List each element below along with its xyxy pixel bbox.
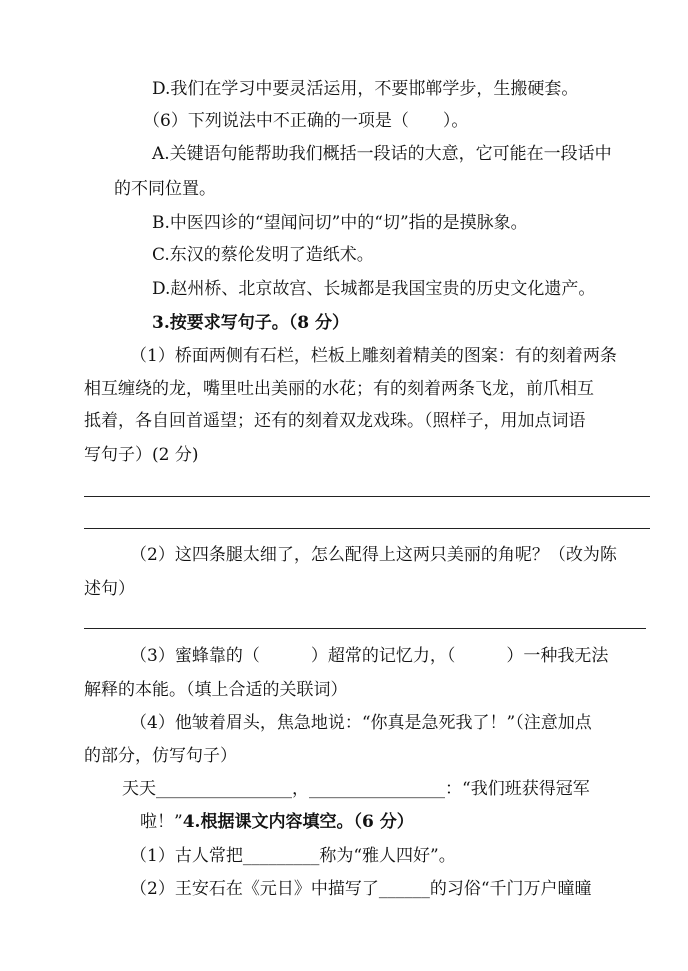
q3-1-line3: 抵着，各自回首遥望；还有的刻着双龙戏珠。（照样子，用加点词语 [84, 411, 586, 431]
q3-2-line2: 述句） [84, 579, 135, 599]
option-a-line: A.关键语句能帮助我们概括一段话的大意，它可能在一段话中 [152, 144, 612, 164]
option-a-continued: 的不同位置。 [114, 179, 216, 199]
option-c-line: C.东汉的蔡伦发明了造纸术。 [152, 245, 374, 265]
question-6: （6）下列说法中不正确的一项是（ ）。 [143, 111, 469, 131]
q4-1-line: （1）古人常把_________称为“雅人四好”。 [130, 846, 456, 866]
answer-line-1[interactable] [84, 496, 650, 497]
q3-4-fill-end [140, 811, 414, 833]
q3-4-line1: （4）他皱着眉头，焦急地说：“你真是急死我了！”（注意加点 [130, 713, 592, 733]
answer-line-3[interactable] [84, 628, 646, 629]
option-d-line: D.我们在学习中要灵活运用，不要邯郸学步，生搬硬套。 [152, 79, 579, 99]
q3-1-line4: 写句子）(2 分) [84, 445, 199, 465]
section-3-heading: 3.按要求写句子。（8 分） [152, 313, 349, 333]
q3-4-fill-tail: 啦！” [140, 812, 183, 832]
section-4-heading: 4.根据课文内容填空。（6 分） [182, 812, 414, 832]
q3-4-line2: 的部分，仿写句子） [84, 746, 237, 766]
option-d2-line: D.赵州桥、北京故宫、长城都是我国宝贵的历史文化遗产。 [152, 279, 596, 299]
q3-1-line2: 相互缠绕的龙，嘴里吐出美丽的水花；有的刻着两条飞龙，前爪相互 [84, 379, 594, 399]
q3-1-line1: （1）桥面两侧有石栏，栏板上雕刻着精美的图案：有的刻着两条 [130, 346, 617, 366]
answer-line-2[interactable] [84, 528, 650, 529]
q3-4-fill-line: 天天________________，________________：“我们班获得冠军 [122, 779, 590, 799]
q3-3-line1: （3）蜜蜂靠的（ ）超常的记忆力，（ ）一种我无法 [130, 646, 609, 666]
option-b-line: B.中医四诊的“望闻问切”中的“切”指的是摸脉象。 [152, 213, 528, 233]
q3-3-line2: 解释的本能。（填上合适的关联词） [84, 680, 348, 700]
q3-2-line1: （2）这四条腿太细了，怎么配得上这两只美丽的角呢？（改为陈 [130, 545, 617, 565]
q4-2-line: （2）王安石在《元日》中描写了______的习俗“千门万户曈曈 [130, 879, 592, 899]
